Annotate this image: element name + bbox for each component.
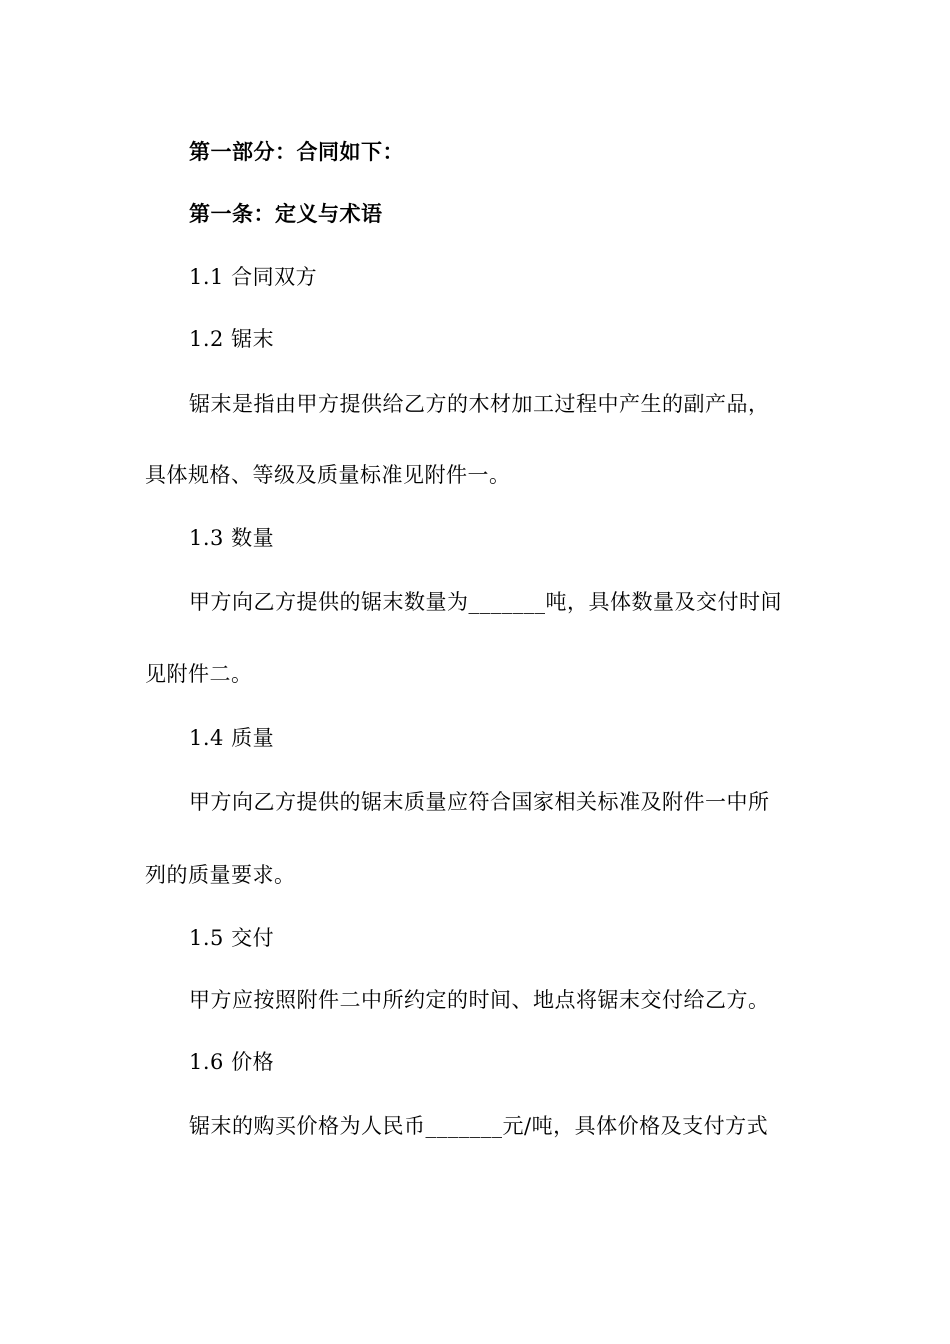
clause-1-4-text-line-2: 列的质量要求。: [145, 863, 296, 887]
clause-1-3-text-line-2: 见附件二。: [145, 662, 253, 686]
clause-1-5-heading: 1.5 交付: [189, 926, 275, 950]
clause-1-2-text-line-2: 具体规格、等级及质量标准见附件一。: [145, 463, 511, 487]
clause-1-3-text-line-1: 甲方向乙方提供的锯末数量为_______吨，具体数量及交付时间: [189, 590, 782, 614]
clause-1-2-text-line-1: 锯末是指由甲方提供给乙方的木材加工过程中产生的副产品，: [189, 392, 770, 416]
clause-1-5-text: 甲方应按照附件二中所约定的时间、地点将锯末交付给乙方。: [189, 988, 770, 1012]
clause-1-4-heading: 1.4 质量: [189, 726, 275, 750]
clause-1-6-heading: 1.6 价格: [189, 1050, 275, 1074]
clause-1-2-heading: 1.2 锯末: [189, 327, 275, 351]
clause-1-4-text-line-1: 甲方向乙方提供的锯末质量应符合国家相关标准及附件一中所: [189, 790, 770, 814]
part-heading: 第一部分：合同如下：: [189, 140, 404, 164]
article-heading: 第一条：定义与术语: [189, 202, 383, 226]
clause-1-6-text-line-1: 锯末的购买价格为人民币_______元/吨，具体价格及支付方式: [189, 1114, 769, 1138]
clause-1-1-heading: 1.1 合同双方: [189, 265, 318, 289]
clause-1-3-heading: 1.3 数量: [189, 526, 275, 550]
